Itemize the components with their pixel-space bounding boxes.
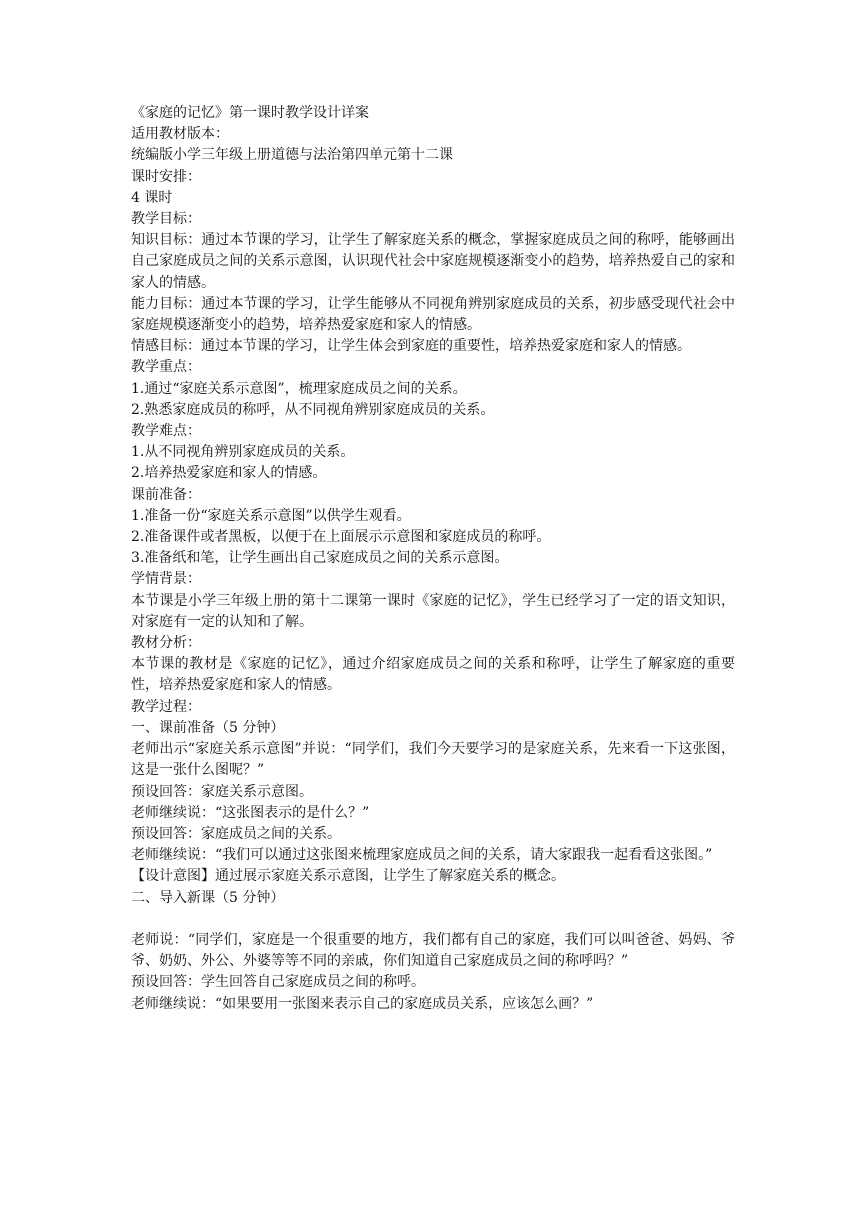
section-2-title: 二、导入新课（5 分钟） [131,889,285,906]
section-1-title: 一、课前准备（5 分钟） [131,719,285,736]
document-body [131,103,735,1015]
process-paragraph: 预设回答：学生回答自己家庭成员之间的称呼。 [131,974,425,991]
heading-preparation: 课前准备： [131,486,201,503]
process-paragraph: 老师说：“同学们，家庭是一个很重要的地方，我们都有自己的家庭，我们可以叫爸爸、妈妈、爷爷、奶奶、外公、外婆等等不同的亲戚，你们知道自己家庭成员之间的称呼吗？” [131,931,735,970]
heading-difficulties: 教学难点： [131,423,201,440]
heading-textbook-version: 适用教材版本： [131,126,229,143]
student-background-text: 本节课是小学三年级上册的第十二课第一课时《家庭的记忆》，学生已经学习了一定的语文知识，对家庭有一定的认知和了解。 [131,592,735,630]
difficulty-2: 2.培养热爱家庭和家人的情感。 [131,465,327,482]
heading-material-analysis: 教材分析： [131,635,201,652]
heading-teaching-process: 教学过程： [131,698,201,715]
process-paragraph: 老师继续说：“如果要用一张图来表示自己的家庭成员关系，应该怎么画？” [131,995,594,1012]
difficulty-1: 1.从不同视角辨别家庭成员的关系。 [131,444,355,461]
document-title: 《家庭的记忆》第一课时教学设计详案 [131,105,369,121]
heading-student-background: 学情背景： [131,571,201,588]
lesson-schedule-text: 4 课时 [131,189,173,206]
process-paragraph: 预设回答：家庭成员之间的关系。 [131,825,341,842]
process-paragraph: 老师继续说：“我们可以通过这张图来梳理家庭成员之间的关系，请大家跟我一起看看这张图。” [131,847,713,864]
heading-lesson-schedule: 课时安排： [131,168,201,185]
heading-teaching-goals: 教学目标： [131,211,201,228]
goal-knowledge: 知识目标：通过本节课的学习，让学生了解家庭关系的概念，掌握家庭成员之间的称呼，能够画出自己家庭成员之间的关系示意图，认识现代社会中家庭规模逐渐变小的趋势，培养热爱自己的家和家人的情感。 [131,232,735,291]
key-point-2: 2.熟悉家庭成员的称呼，从不同视角辨别家庭成员的关系。 [131,401,495,418]
process-paragraph: 老师出示“家庭关系示意图”并说：“同学们，我们今天要学习的是家庭关系，先来看一下这张图，这是一张什么图呢？” [131,741,735,779]
goal-emotion: 情感目标：通过本节课的学习，让学生体会到家庭的重要性，培养热爱家庭和家人的情感。 [131,338,691,355]
preparation-1: 1.准备一份“家庭关系示意图”以供学生观看。 [131,507,411,524]
material-analysis-text: 本节课的教材是《家庭的记忆》，通过介绍家庭成员之间的关系和称呼，让学生了解家庭的重要性，培养热爱家庭和家人的情感。 [131,656,735,694]
textbook-version-text: 统编版小学三年级上册道德与法治第四单元第十二课 [131,147,453,164]
preparation-3: 3.准备纸和笔，让学生画出自己家庭成员之间的关系示意图。 [131,550,509,567]
goal-ability: 能力目标：通过本节课的学习，让学生能够从不同视角辨别家庭成员的关系，初步感受现代社会中家庭规模逐渐变小的趋势，培养热爱家庭和家人的情感。 [131,295,735,334]
process-paragraph: 预设回答：家庭关系示意图。 [131,783,313,800]
preparation-2: 2.准备课件或者黑板，以便于在上面展示示意图和家庭成员的称呼。 [131,529,551,546]
key-point-1: 1.通过“家庭关系示意图”，梳理家庭成员之间的关系。 [131,380,467,397]
heading-key-points: 教学重点： [131,359,201,376]
design-intent: 【设计意图】通过展示家庭关系示意图，让学生了解家庭关系的概念。 [131,868,565,885]
process-paragraph: 老师继续说：“这张图表示的是什么？” [131,804,370,821]
